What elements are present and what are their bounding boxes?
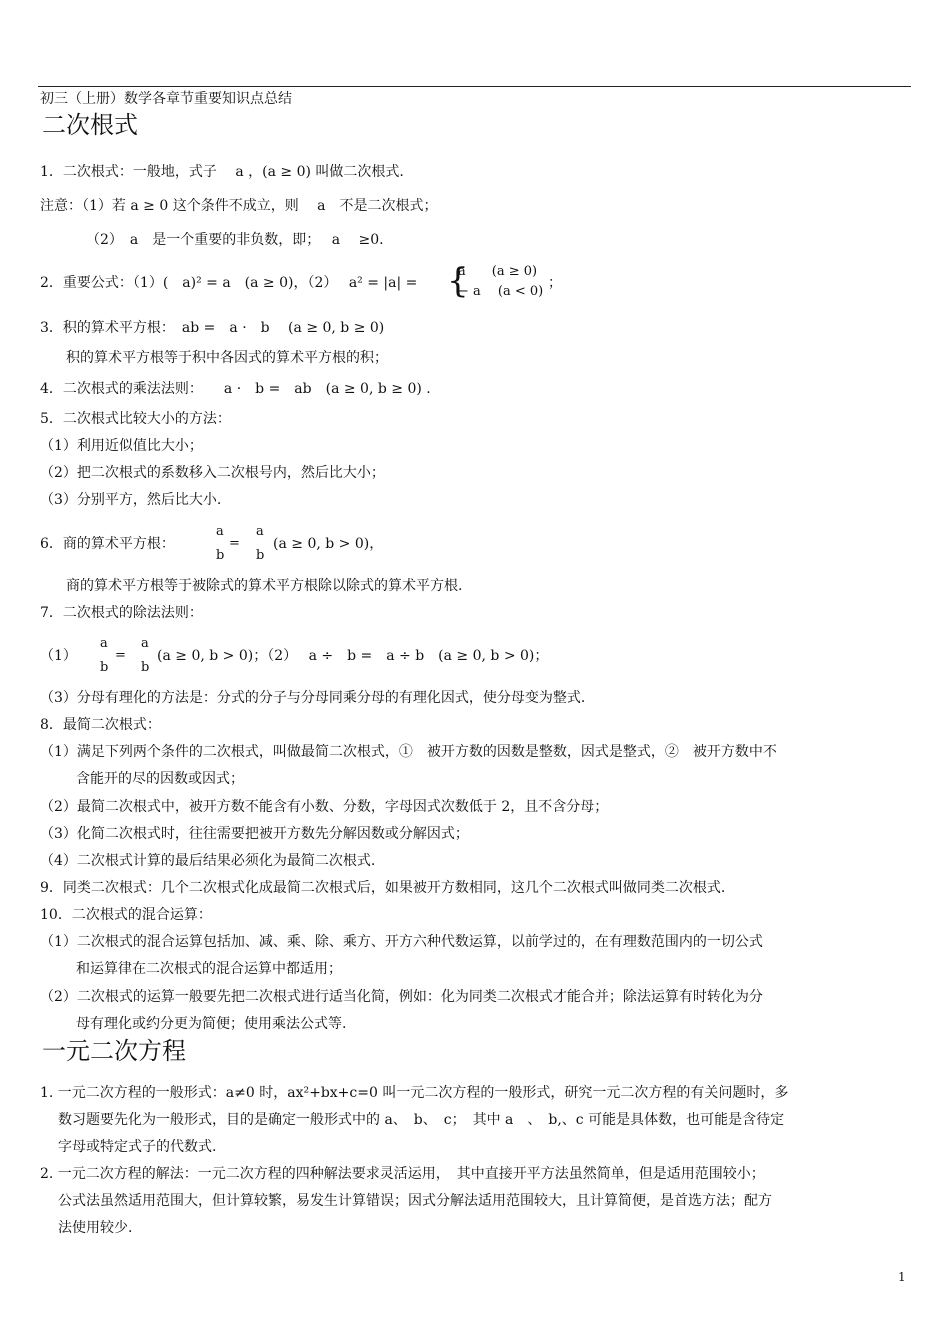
item-8-3: （3）化简二次根式时，往往需要把被开方数先分解因数或分解因式； — [40, 826, 469, 842]
frac-den: b — [216, 548, 225, 563]
frac-num: a — [141, 636, 149, 651]
item-10-2-cont: 母有理化或约分更为简便；使用乘法公式等. — [76, 1016, 347, 1032]
page-header: 初三（上册）数学各章节重要知识点总结 — [40, 91, 292, 107]
piecewise-brace: { — [447, 261, 469, 301]
piecewise-top: a (a ≥ 0) — [458, 264, 538, 279]
item-3-desc: 积的算术平方根等于积中各因式的算术平方根的积； — [66, 350, 388, 366]
item-10: 10．二次根式的混合运算： — [40, 907, 212, 923]
item-10-2: （2）二次根式的运算一般要先把二次根式进行适当化简，例如：化为同类二次根式才能合并；除法运算有时转化为分 — [40, 989, 763, 1005]
frac-den: b — [100, 660, 109, 675]
note-1: 注意：（1）若 a ≥ 0 这个条件不成立，则 a 不是二次根式； — [40, 198, 438, 214]
item-4: 4．二次根式的乘法法则： a · b = ab (a ≥ 0, b ≥ 0) . — [40, 381, 431, 397]
q-item-2: 2. 一元二次方程的解法：一元二次方程的四种解法要求灵活运用， 其中直接开平方法虽然简单，但是适用范围较小； — [40, 1166, 765, 1182]
section-title-quadratic: 一元二次方程 — [42, 1037, 186, 1065]
frac-eq: = — [115, 648, 126, 663]
note-2: （2） a 是一个重要的非负数，即； a ≥0. — [86, 232, 384, 248]
item-7-3: （3）分母有理化的方法是：分式的分子与分母同乘分母的有理化因式，使分母变为整式. — [40, 690, 586, 706]
item-3: 3．积的算术平方根： ab = a · b (a ≥ 0, b ≥ 0) — [40, 320, 385, 336]
item-6-cond: (a ≥ 0, b > 0)， — [273, 536, 384, 552]
item-5: 5．二次根式比较大小的方法： — [40, 411, 231, 427]
section-title-radicals: 二次根式 — [42, 111, 138, 139]
q-item-2-cont: 法使用较少. — [58, 1220, 133, 1236]
item-7: 7．二次根式的除法法则： — [40, 605, 203, 621]
q-item-2-cont: 公式法虽然适用范围大，但计算较繁，易发生计算错误；因式分解法适用范围较大，且计算简便，是首选方法；配方 — [58, 1193, 772, 1209]
item-8: 8．最简二次根式： — [40, 717, 161, 733]
frac-den: b — [141, 660, 150, 675]
item-7-1: （1） — [40, 648, 77, 664]
frac-den: b — [256, 548, 265, 563]
item-6: 6．商的算术平方根： — [40, 536, 175, 552]
item-2-end: ； — [548, 275, 562, 291]
item-7-cont: (a ≥ 0, b > 0)；（2） a ÷ b = a ÷ b (a ≥ 0, b > 0)； — [157, 648, 549, 664]
item-8-4: （4）二次根式计算的最后结果必须化为最简二次根式. — [40, 853, 376, 869]
q-item-1-cont: 字母或特定式子的代数式. — [58, 1139, 217, 1155]
item-8-1-cont: 含能开的尽的因数或因式； — [76, 771, 244, 787]
item-8-2: （2）最简二次根式中，被开方数不能含有小数、分数，字母因式次数低于 2，且不含分母； — [40, 799, 609, 815]
item-10-1-cont: 和运算律在二次根式的混合运算中都适用； — [76, 961, 342, 977]
q-item-1: 1. 一元二次方程的一般形式：a≠0 时，ax²+bx+c=0 叫一元二次方程的一般形式，研究一元二次方程的有关问题时，多 — [40, 1085, 789, 1101]
item-1: 1．二次根式：一般地，式子 a ，(a ≥ 0) 叫做二次根式. — [40, 164, 404, 180]
frac-num: a — [216, 524, 224, 539]
piecewise-bottom: − a (a < 0) — [458, 284, 544, 299]
item-8-1: （1）满足下列两个条件的二次根式，叫做最简二次根式，① 被开方数的因数是整数，因式是整式，② 被开方数中不 — [40, 744, 777, 760]
item-9: 9．同类二次根式：几个二次根式化成最简二次根式后，如果被开方数相同，这几个二次根式叫做同类二次根式. — [40, 880, 726, 896]
frac-num: a — [100, 636, 108, 651]
item-5-3: （3）分别平方，然后比大小. — [40, 492, 222, 508]
item-5-1: （1）利用近似值比大小； — [40, 438, 203, 454]
item-5-2: （2）把二次根式的系数移入二次根号内，然后比大小； — [40, 465, 385, 481]
item-6-desc: 商的算术平方根等于被除式的算术平方根除以除式的算术平方根. — [66, 578, 463, 594]
item-10-1: （1）二次根式的混合运算包括加、减、乘、除、乘方、开方六种代数运算，以前学过的，在有理数范围内的一切公式 — [40, 934, 763, 950]
header-rule — [38, 86, 911, 87]
frac-num: a — [256, 524, 264, 539]
item-2: 2．重要公式：（1）( a)² = a (a ≥ 0)，（2） a² = |a| = — [40, 275, 418, 291]
q-item-1-cont: 数习题要先化为一般形式，目的是确定一般形式中的 a、 b、 c； 其中 a 、 b,、c 可能是具体数，也可能是含待定 — [58, 1112, 785, 1128]
page-number: 1 — [898, 1270, 906, 1284]
frac-eq: = — [229, 536, 240, 551]
